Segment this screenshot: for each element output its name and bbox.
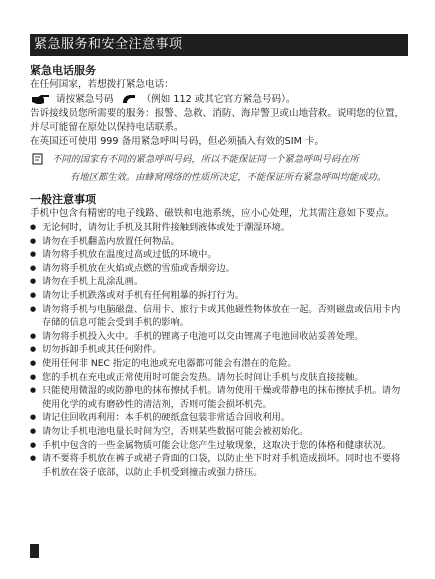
list-item: ● 请不要将手机放在裤子或裙子背面的口袋，以防止坐下时对手机造成损坏。同时也不要将手机放在袋子底部，以防止手机受到撞击或强力挤压。 xyxy=(30,452,408,479)
list-item: ● 请勿让手机跌落或对手机有任何粗暴的拆打行为。 xyxy=(30,289,408,303)
emergency-heading: 紧急电话服务 xyxy=(30,64,96,77)
list-item: ● 请勿在手机上乱涂乱画。 xyxy=(30,275,408,289)
note-line-1: 不同的国家有不同的紧急呼叫号码，所以不能保证同一个紧急呼叫号码在所 xyxy=(52,154,359,165)
precautions-list xyxy=(30,221,408,479)
list-item: ● 请勿将手机放在火焰或点燃的雪茄或香烟旁边。 xyxy=(30,262,408,276)
list-item: ● 请勿在手机翻盖内放置任何物品。 xyxy=(30,235,408,249)
list-item: ● 无论何时，请勿让手机及其附件接触到液体或处于潮湿环境。 xyxy=(30,221,408,235)
page-title: 紧急服务和安全注意事项 xyxy=(30,34,408,56)
note-pencil-icon xyxy=(32,153,44,165)
page-marker xyxy=(30,544,39,558)
list-item: ● 请记住回收再利用：本手机的硬纸盒包装非常适合回收利用。 xyxy=(30,411,408,425)
list-item: ● 手机中包含的一些金属物质可能会让您产生过敏现象，这取决于您的体格和健康状况。 xyxy=(30,439,408,453)
note-line-2: 有地区都生效。由蜂窝网络的性质所决定，不能保证所有紧急呼叫均能成功。 xyxy=(70,172,387,183)
list-item: ● 请勿让手机电池电量长时间为空，否则某些数据可能会被初始化。 xyxy=(30,425,408,439)
emergency-paragraph-1: 告诉接线员您所需要的服务：报警、急救、消防、海岸警卫或山地营救。说明您的位置，并尽可能留在原处以保持电话联系。 xyxy=(30,108,405,133)
list-item: ● 您的手机在充电或正常使用时可能会发热。请勿长时间让手机与皮肤直接接触。 xyxy=(30,371,408,385)
general-heading: 一般注意事项 xyxy=(30,193,96,206)
dial-instruction xyxy=(30,92,408,107)
list-item: ● 请勿将手机投入火中。手机的锂离子电池可以交由锂离子电池回收站妥善处理。 xyxy=(30,330,408,344)
dial-pre-text: 请按紧急号码 xyxy=(56,94,114,105)
emergency-note xyxy=(30,151,408,187)
general-intro: 手机中包含有精密的电子线路、磁铁和电池系统，应小心处理，尤其需注意如下要点。 xyxy=(30,208,395,219)
emergency-paragraph-2: 在英国还可使用 999 备用紧急呼叫号码，但必须插入有效的SIM 卡。 xyxy=(30,136,325,147)
list-item: ● 使用任何非 NEC 指定的电池或充电器都可能会有潜在的危险。 xyxy=(30,357,408,371)
list-item: ● 请勿将手机放在温度过高或过低的环境中。 xyxy=(30,248,408,262)
page-content xyxy=(30,34,408,479)
call-key-icon xyxy=(122,94,136,105)
emergency-intro: 在任何国家，若想拨打紧急电话： xyxy=(30,79,174,90)
pointing-hand-icon xyxy=(32,94,50,105)
list-item: ● 只能使用微湿的或防静电的抹布擦拭手机。请勿使用干燥或带静电的抹布擦拭手机。请勿使用化学的或有磨砂性的清洁剂，否则可能会损坏机壳。 xyxy=(30,384,408,411)
dial-post-text: （例如 112 或其它官方紧急号码）。 xyxy=(141,94,296,105)
list-item: ● 请勿将手机与电脑磁盘、信用卡、旅行卡或其他磁性物体放在一起。否则磁盘或信用卡内存储的信息可能会受到手机的影响。 xyxy=(30,303,408,330)
list-item: ● 切勿拆卸手机或其任何附件。 xyxy=(30,343,408,357)
